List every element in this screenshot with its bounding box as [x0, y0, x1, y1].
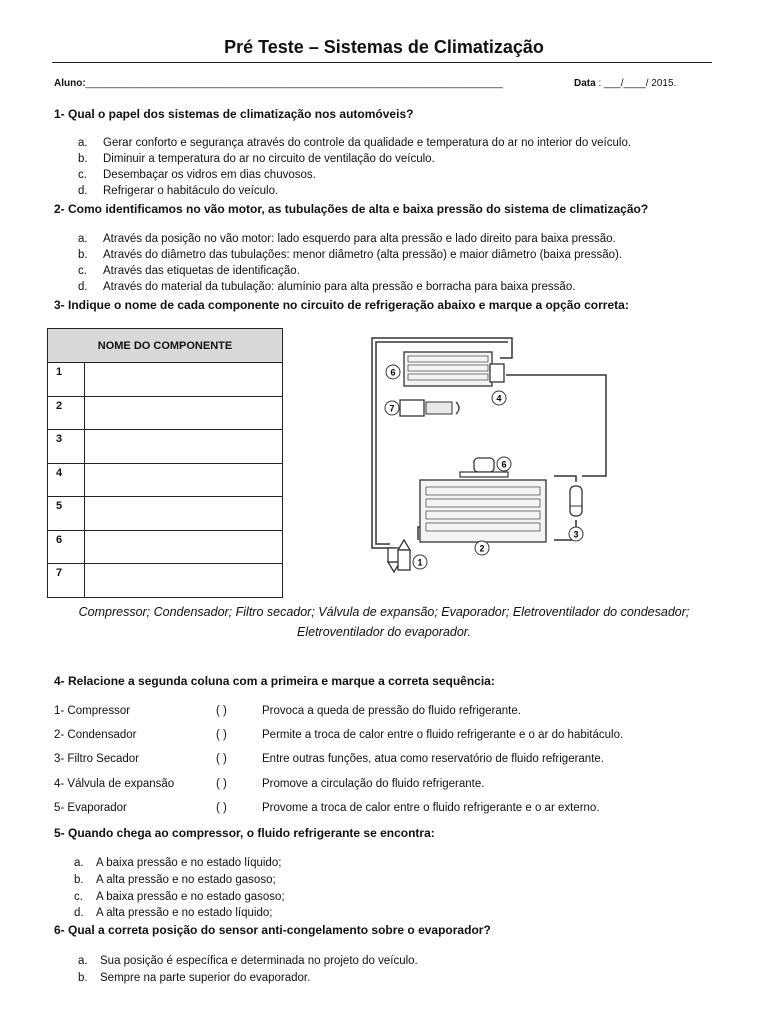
- table-row: 4: [48, 463, 283, 497]
- aluno-label: Aluno:: [54, 78, 86, 89]
- condenser-fan-shape: [400, 400, 459, 416]
- table-row: 7: [48, 564, 283, 598]
- table-row: 6: [48, 530, 283, 564]
- component-options-line-1: Compressor; Condensador; Filtro secador; Válvula de expansão; Evaporador; Eletroventilador do condesador;: [78, 605, 690, 619]
- component-answer-2[interactable]: [85, 396, 283, 430]
- compressor-shape: [388, 540, 410, 572]
- date-value: : ___/____/ 2015.: [598, 78, 677, 89]
- component-answer-1[interactable]: [85, 363, 283, 397]
- evaporator-shape: [420, 480, 546, 542]
- diagram-label-2: 2: [479, 543, 485, 554]
- question-5: 5- Quando chega ao compressor, o fluido refrigerante se encontra:: [54, 826, 435, 840]
- refrigeration-circuit-diagram: [360, 330, 620, 580]
- diagram-label-7: 7: [389, 403, 395, 414]
- component-table: [47, 328, 283, 598]
- diagram-label-1: 1: [417, 557, 423, 568]
- table-row: 1: [48, 363, 283, 397]
- filter-dryer-shape: [570, 486, 582, 516]
- component-answer-6[interactable]: [85, 530, 283, 564]
- diagram-label-6a: 6: [390, 367, 396, 378]
- table-row: 5: [48, 497, 283, 531]
- student-header: [54, 78, 677, 89]
- date-field[interactable]: [574, 78, 676, 89]
- aluno-field[interactable]: ___________________________________________________________________________: [85, 78, 503, 89]
- relation-row: 4- Válvula de expansão ( ) Promove a circulação do fluido refrigerante.: [54, 778, 485, 790]
- component-answer-7[interactable]: [85, 564, 283, 598]
- question-4: 4- Relacione a segunda coluna com a primeira e marque a correta sequência:: [54, 674, 495, 688]
- table-row: 3: [48, 430, 283, 464]
- title-divider: [52, 62, 712, 63]
- question-3: 3- Indique o nome de cada componente no circuito de refrigeração abaixo e marque a opção correta:: [54, 298, 629, 312]
- relation-blank-5[interactable]: ( ): [216, 802, 227, 814]
- table-row: 2: [48, 396, 283, 430]
- diagram-label-3: 3: [573, 529, 579, 540]
- component-answer-4[interactable]: [85, 463, 283, 497]
- relation-blank-4[interactable]: ( ): [216, 778, 227, 790]
- expansion-valve-shape: [490, 364, 504, 382]
- relation-row: 2- Condensador ( ) Permite a troca de calor entre o fluido refrigerante e o ar do habitáculo.: [54, 729, 624, 741]
- relation-blank-2[interactable]: ( ): [216, 729, 227, 741]
- relation-row: 5- Evaporador ( ) Provome a troca de calor entre o fluido refrigerante e o ar externo.: [54, 802, 600, 814]
- question-2: 2- Como identificamos no vão motor, as tubulações de alta e baixa pressão do sistema de climatização?: [54, 202, 649, 216]
- relation-row: 1- Compressor ( ) Provoca a queda de pressão do fluido refrigerante.: [54, 705, 521, 717]
- condenser-shape: [404, 352, 492, 386]
- table-header: NOME DO COMPONENTE: [48, 329, 283, 363]
- component-answer-5[interactable]: [85, 497, 283, 531]
- page-title: Pré Teste – Sistemas de Climatização: [224, 37, 544, 57]
- diagram-label-4: 4: [496, 393, 502, 404]
- question-1: 1- Qual o papel dos sistemas de climatização nos automóveis?: [54, 107, 414, 121]
- date-label: Data: [574, 78, 596, 89]
- diagram-label-6b: 6: [501, 459, 507, 470]
- relation-blank-3[interactable]: ( ): [216, 753, 227, 765]
- relation-row: 3- Filtro Secador ( ) Entre outras funções, atua como reservatório de fluido refrigerante.: [54, 753, 604, 765]
- component-answer-3[interactable]: [85, 430, 283, 464]
- question-6: 6- Qual a correta posição do sensor anti-congelamento sobre o evaporador?: [54, 923, 491, 937]
- component-options-line-2: Eletroventilador do evaporador.: [297, 625, 471, 639]
- relation-blank-1[interactable]: ( ): [216, 705, 227, 717]
